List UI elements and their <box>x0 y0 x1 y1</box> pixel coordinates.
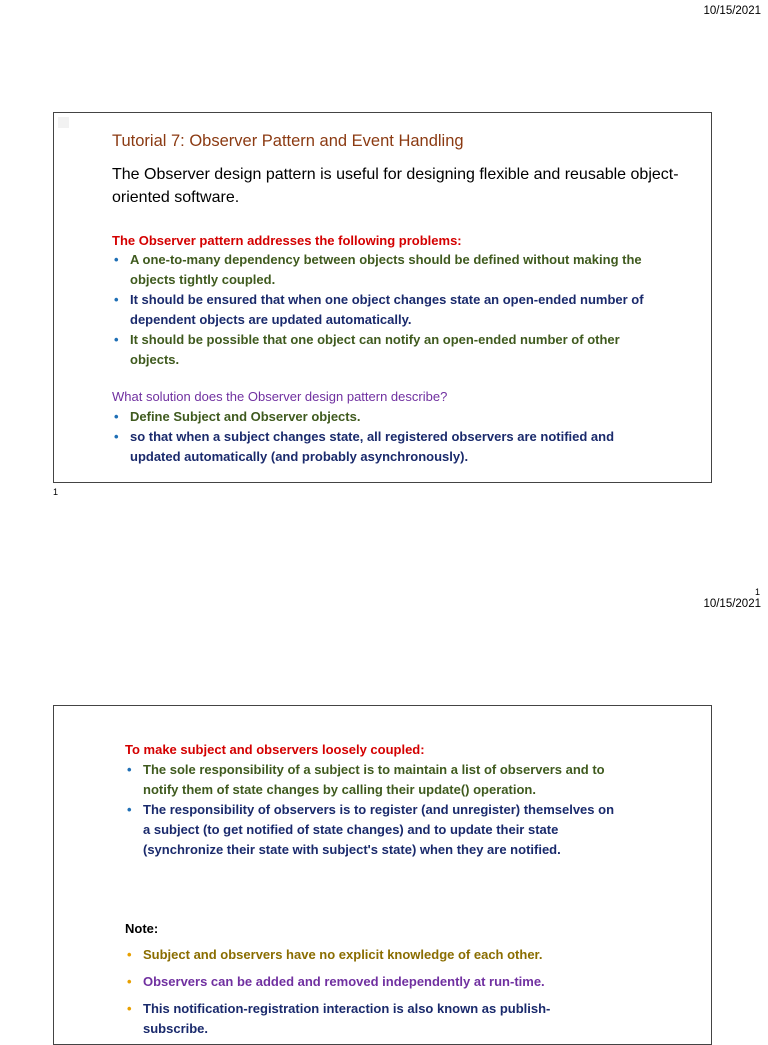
list-item: • Subject and observers have no explicit knowledge of each other. <box>125 945 605 965</box>
list-item: • The responsibility of observers is to register (and unregister) themselves on a subject (to get notified of state changes) and to update their state (synchronize their state with subject's state) when they are notified. <box>125 800 615 860</box>
note-label: Note: <box>125 921 159 936</box>
slide-marker <box>58 117 69 128</box>
list-item: • Define Subject and Observer objects. <box>112 407 652 427</box>
coupling-list <box>125 760 615 860</box>
slide-intro: The Observer design pattern is useful for designing flexible and reusable object-oriented software. <box>112 166 679 206</box>
page-number: 1 <box>754 587 760 597</box>
list-item: • This notification-registration interaction is also known as publish-subscribe. <box>125 999 605 1039</box>
list-item: • Observers can be added and removed independently at run-time. <box>125 972 605 992</box>
page-date: 10/15/2021 <box>703 5 761 17</box>
list-item: • The sole responsibility of a subject is to maintain a list of observers and to notify them of state changes by calling their update() operation. <box>125 760 615 800</box>
list-item: • so that when a subject changes state, all registered observers are notified and updated automatically (and probably asynchronously). <box>112 427 652 467</box>
list-item: • It should be ensured that when one object changes state an open-ended number of dependent objects are updated automatically. <box>112 290 644 330</box>
slide-2 <box>53 705 712 1045</box>
slide-title: Tutorial 7: Observer Pattern and Event Handling <box>112 132 464 150</box>
page-date: 10/15/2021 <box>703 598 761 610</box>
slide-1 <box>53 112 712 483</box>
coupling-heading: To make subject and observers loosely coupled: <box>125 742 425 757</box>
slide-number: 1 <box>53 487 59 497</box>
problems-heading: The Observer pattern addresses the following problems: <box>112 233 462 248</box>
solutions-list <box>112 407 652 467</box>
list-item: • A one-to-many dependency between objects should be defined without making the objects tightly coupled. <box>112 250 644 290</box>
solution-heading: What solution does the Observer design pattern describe? <box>112 389 448 404</box>
list-item: • It should be possible that one object can notify an open-ended number of other objects. <box>112 330 644 370</box>
problems-list <box>112 250 644 370</box>
notes-list <box>125 945 605 1039</box>
